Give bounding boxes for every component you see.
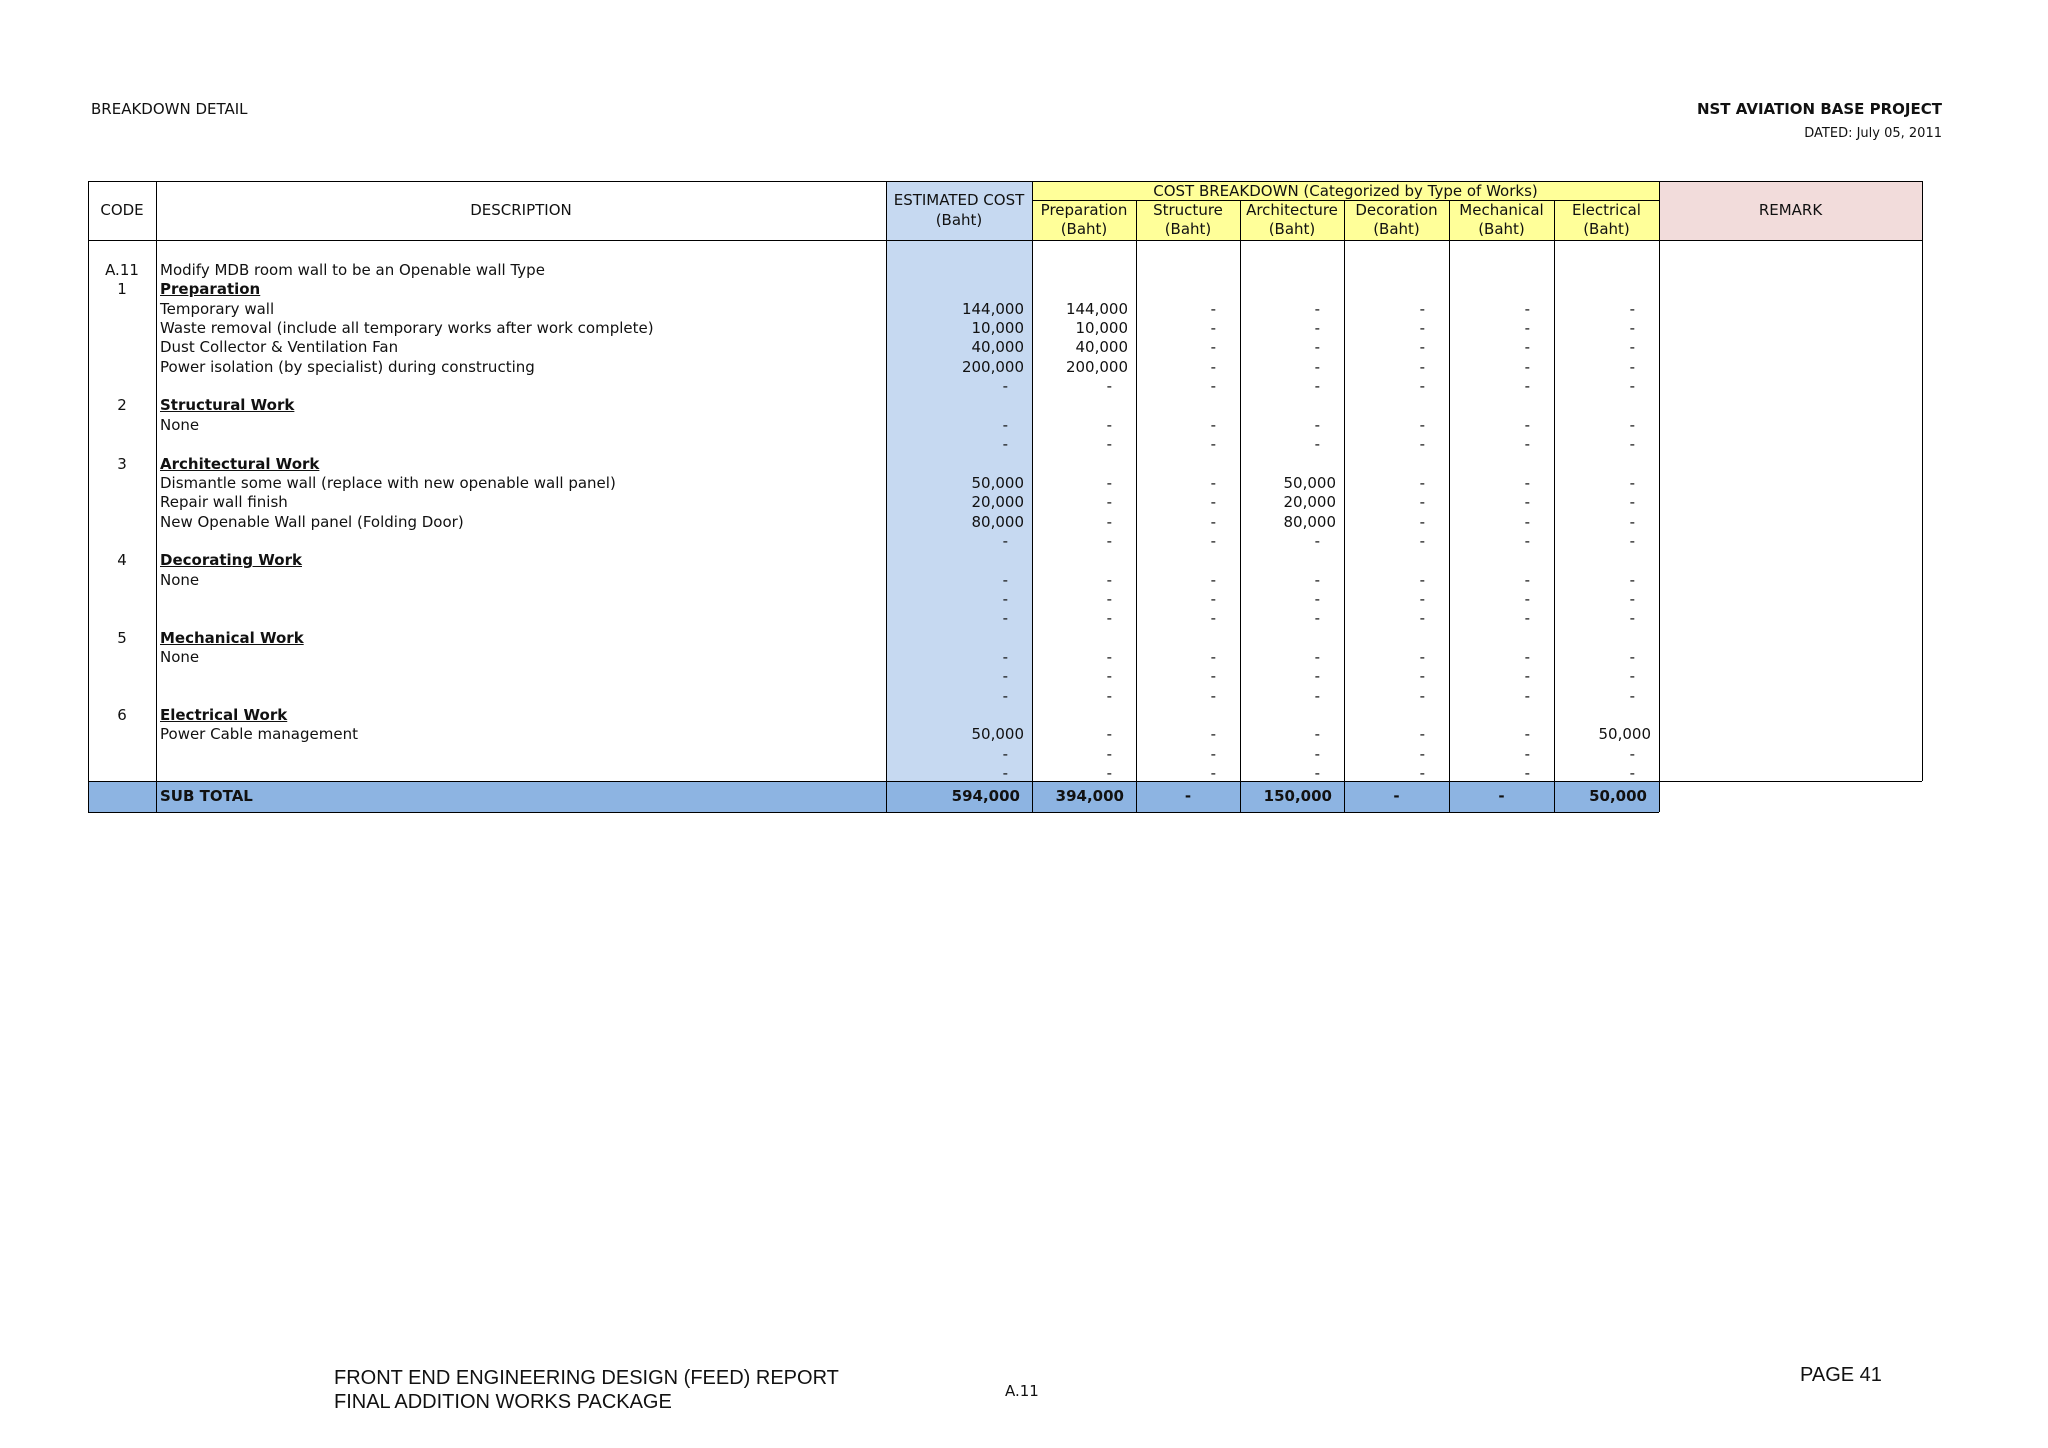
grid-line [88, 812, 1659, 813]
row-description: Dust Collector & Ventilation Fan [160, 338, 399, 357]
row-value: 20,000 [971, 493, 1024, 512]
row-value: - [1629, 493, 1635, 512]
row-value: - [1419, 589, 1425, 608]
subcol-unit: (Baht) [1164, 220, 1212, 238]
row-value: - [1419, 512, 1425, 531]
row-value: - [1314, 531, 1320, 550]
grid-line [156, 181, 157, 812]
row-value: - [1210, 609, 1216, 628]
row-value: - [1314, 686, 1320, 705]
row-value: - [1106, 744, 1112, 763]
page-number: PAGE 41 [1800, 1364, 1882, 1386]
row-value: - [1106, 377, 1112, 396]
subtotal-value: 150,000 [1263, 787, 1332, 805]
grid-line [88, 181, 89, 812]
row-description: Modify MDB room wall to be an Openable wall Type [160, 261, 545, 279]
row-value: - [1002, 415, 1008, 434]
row-value: - [1524, 493, 1530, 512]
subcol-unit: (Baht) [1060, 220, 1108, 238]
row-value: - [1524, 415, 1530, 434]
row-value: 80,000 [1283, 512, 1336, 531]
row-value: - [1419, 570, 1425, 589]
row-value: - [1524, 512, 1530, 531]
row-value: - [1314, 377, 1320, 396]
row-value: - [1419, 725, 1425, 744]
row-value: 50,000 [1598, 725, 1651, 744]
row-value: - [1524, 589, 1530, 608]
row-value: - [1314, 319, 1320, 338]
row-code: 5 [117, 628, 127, 647]
dated-label: DATED: July 05, 2011 [1804, 126, 1942, 141]
row-code: A.11 [105, 261, 139, 279]
subtotal-value: 394,000 [1055, 787, 1124, 805]
grid-line [88, 781, 1922, 782]
row-code: 3 [117, 454, 127, 473]
row-value: 20,000 [1283, 493, 1336, 512]
row-value: - [1314, 667, 1320, 686]
row-value: - [1524, 338, 1530, 357]
row-value: - [1629, 299, 1635, 318]
row-value: - [1106, 435, 1112, 454]
row-value: - [1210, 512, 1216, 531]
row-value: - [1106, 570, 1112, 589]
row-value: - [1314, 435, 1320, 454]
row-value: - [1419, 338, 1425, 357]
subcol-unit: (Baht) [1373, 220, 1420, 238]
row-value: - [1524, 725, 1530, 744]
row-value: - [1210, 667, 1216, 686]
breakdown-table [88, 181, 1922, 813]
subcol-header-preparation: Preparation [1040, 201, 1128, 219]
row-value: - [1210, 415, 1216, 434]
row-value: - [1419, 764, 1425, 783]
row-value: - [1524, 357, 1530, 376]
subtotal-value: - [1393, 787, 1400, 805]
row-value: - [1524, 667, 1530, 686]
footer-line-2: FINAL ADDITION WORKS PACKAGE [334, 1391, 672, 1413]
row-value: 144,000 [961, 299, 1024, 318]
row-value: - [1002, 764, 1008, 783]
row-value: 200,000 [961, 357, 1024, 376]
subtotal-value: - [1498, 787, 1505, 805]
row-value: - [1002, 609, 1008, 628]
row-value: - [1629, 338, 1635, 357]
grid-line [1922, 181, 1923, 781]
row-value: - [1002, 667, 1008, 686]
section-heading: Preparation [160, 280, 261, 299]
row-value: - [1106, 493, 1112, 512]
row-value: - [1629, 744, 1635, 763]
row-value: - [1106, 609, 1112, 628]
row-value: - [1210, 725, 1216, 744]
row-description: None [160, 648, 200, 666]
row-value: - [1524, 648, 1530, 666]
row-value: - [1106, 415, 1112, 434]
row-description: New Openable Wall panel (Folding Door) [160, 512, 464, 531]
row-value: - [1524, 531, 1530, 550]
row-value: - [1314, 744, 1320, 763]
row-value: 144,000 [1065, 299, 1128, 318]
row-value: - [1629, 319, 1635, 338]
row-value: - [1106, 764, 1112, 783]
project-title: NST AVIATION BASE PROJECT [1696, 100, 1942, 118]
row-value: - [1106, 589, 1112, 608]
row-value: - [1524, 609, 1530, 628]
row-value: - [1314, 338, 1320, 357]
grid-line [1554, 200, 1555, 812]
row-description: Power isolation (by specialist) during constructing [160, 357, 535, 376]
row-value: - [1629, 648, 1635, 666]
subcol-header-electrical: Electrical [1572, 201, 1641, 219]
subcol-header-structure: Structure [1153, 201, 1223, 219]
subtotal-value: - [1184, 787, 1192, 805]
row-value: - [1106, 667, 1112, 686]
row-value: - [1002, 686, 1008, 705]
row-code: 6 [117, 706, 127, 725]
row-value: - [1524, 473, 1530, 492]
grid-line [1136, 200, 1137, 812]
footer-section-code: A.11 [1005, 1382, 1039, 1400]
row-value: - [1210, 377, 1216, 396]
row-value: - [1314, 570, 1320, 589]
row-value: - [1210, 319, 1216, 338]
row-value: 40,000 [1075, 338, 1128, 357]
col-breakdown-header: COST BREAKDOWN (Categorized by Type of Works) [1153, 182, 1538, 200]
row-value: 10,000 [971, 319, 1024, 338]
row-description: Temporary wall [160, 299, 275, 318]
footer-report-title [334, 1366, 839, 1414]
grid-line [88, 181, 1922, 182]
row-value: - [1419, 667, 1425, 686]
row-value: - [1419, 299, 1425, 318]
subcol-header-mechanical: Mechanical [1459, 201, 1544, 219]
grid-line [1659, 181, 1660, 812]
row-value: - [1629, 764, 1635, 783]
row-value: - [1629, 512, 1635, 531]
row-value: 50,000 [971, 473, 1024, 492]
row-code: 1 [117, 280, 127, 299]
subtotal-label: SUB TOTAL [160, 787, 253, 805]
row-value: - [1106, 512, 1112, 531]
row-value: - [1002, 377, 1008, 396]
row-value: - [1419, 473, 1425, 492]
section-heading: Structural Work [160, 396, 295, 415]
row-value: - [1629, 531, 1635, 550]
row-description: Repair wall finish [160, 493, 288, 512]
row-value: - [1002, 570, 1008, 589]
row-value: - [1419, 415, 1425, 434]
row-value: - [1210, 648, 1216, 666]
row-value: - [1524, 319, 1530, 338]
subcol-unit: (Baht) [1583, 220, 1630, 238]
row-value: - [1419, 319, 1425, 338]
row-value: - [1210, 686, 1216, 705]
row-value: - [1629, 570, 1635, 589]
subtotal-value: 594,000 [951, 787, 1020, 805]
row-description: Waste removal (include all temporary works after work complete) [160, 319, 654, 338]
row-value: - [1524, 299, 1530, 318]
row-description: Dismantle some wall (replace with new openable wall panel) [160, 473, 616, 492]
row-value: - [1210, 744, 1216, 763]
col-code-header: CODE [100, 201, 144, 219]
grid-line [1240, 200, 1241, 812]
row-description: None [160, 570, 200, 589]
row-value: - [1629, 415, 1635, 434]
row-value: - [1524, 764, 1530, 783]
row-value: - [1210, 570, 1216, 589]
row-value: - [1002, 589, 1008, 608]
row-value: - [1210, 299, 1216, 318]
row-value: - [1106, 648, 1112, 666]
section-heading: Mechanical Work [160, 628, 304, 647]
row-value: - [1106, 531, 1112, 550]
section-heading: Electrical Work [160, 706, 288, 725]
row-description: Power Cable management [160, 725, 358, 744]
row-value: - [1314, 299, 1320, 318]
row-value: - [1210, 493, 1216, 512]
subcol-header-architecture: Architecture [1246, 201, 1338, 219]
row-value: - [1210, 589, 1216, 608]
row-value: - [1210, 473, 1216, 492]
row-value: - [1524, 435, 1530, 454]
row-value: - [1419, 493, 1425, 512]
row-value: - [1524, 686, 1530, 705]
row-value: 40,000 [971, 338, 1024, 357]
row-value: - [1524, 570, 1530, 589]
row-value: - [1210, 435, 1216, 454]
grid-line [886, 181, 887, 812]
row-value: 50,000 [971, 725, 1024, 744]
row-value: - [1210, 764, 1216, 783]
col-remark-header: REMARK [1758, 201, 1823, 219]
row-value: - [1419, 609, 1425, 628]
row-value: - [1210, 357, 1216, 376]
row-value: - [1524, 744, 1530, 763]
grid-line [1032, 200, 1659, 201]
row-value: - [1419, 377, 1425, 396]
row-value: - [1002, 648, 1008, 666]
row-value: 80,000 [971, 512, 1024, 531]
grid-line [1032, 181, 1033, 812]
row-value: - [1629, 667, 1635, 686]
row-value: - [1524, 377, 1530, 396]
col-estimated-unit: (Baht) [935, 211, 983, 229]
row-value: - [1314, 764, 1320, 783]
row-value: - [1314, 725, 1320, 744]
subcol-unit: (Baht) [1478, 220, 1525, 238]
row-value: - [1419, 357, 1425, 376]
section-heading: Architectural Work [160, 454, 320, 473]
row-value: - [1419, 531, 1425, 550]
row-value: - [1419, 744, 1425, 763]
row-value: 200,000 [1065, 357, 1128, 376]
subcol-header-decoration: Decoration [1355, 201, 1438, 219]
row-value: - [1419, 435, 1425, 454]
row-value: - [1002, 744, 1008, 763]
footer-line-1: FRONT END ENGINEERING DESIGN (FEED) REPORT [334, 1367, 839, 1389]
row-description: None [160, 415, 200, 434]
section-heading: Decorating Work [160, 551, 302, 570]
row-value: - [1314, 357, 1320, 376]
row-value: 10,000 [1075, 319, 1128, 338]
row-value: - [1629, 589, 1635, 608]
row-value: - [1314, 648, 1320, 666]
row-value: - [1002, 435, 1008, 454]
col-description-header: DESCRIPTION [470, 201, 572, 219]
grid-line [1344, 200, 1345, 812]
row-value: - [1629, 377, 1635, 396]
row-value: - [1314, 589, 1320, 608]
row-code: 4 [117, 551, 127, 570]
row-value: - [1419, 686, 1425, 705]
row-value: - [1002, 531, 1008, 550]
row-value: - [1629, 435, 1635, 454]
row-value: - [1106, 686, 1112, 705]
row-value: - [1419, 648, 1425, 666]
subcol-unit: (Baht) [1268, 220, 1316, 238]
row-value: 50,000 [1283, 473, 1336, 492]
row-value: - [1106, 725, 1112, 744]
row-value: - [1210, 338, 1216, 357]
grid-line [1449, 200, 1450, 812]
row-code: 2 [117, 396, 127, 415]
row-value: - [1314, 415, 1320, 434]
row-value: - [1629, 609, 1635, 628]
grid-line [88, 240, 1922, 241]
row-value: - [1314, 609, 1320, 628]
row-value: - [1629, 473, 1635, 492]
col-estimated-header: ESTIMATED COST [893, 191, 1025, 209]
header-left-title: BREAKDOWN DETAIL [91, 100, 248, 118]
subtotal-value: 50,000 [1589, 787, 1647, 805]
row-value: - [1106, 473, 1112, 492]
row-value: - [1629, 357, 1635, 376]
row-value: - [1629, 686, 1635, 705]
row-value: - [1210, 531, 1216, 550]
